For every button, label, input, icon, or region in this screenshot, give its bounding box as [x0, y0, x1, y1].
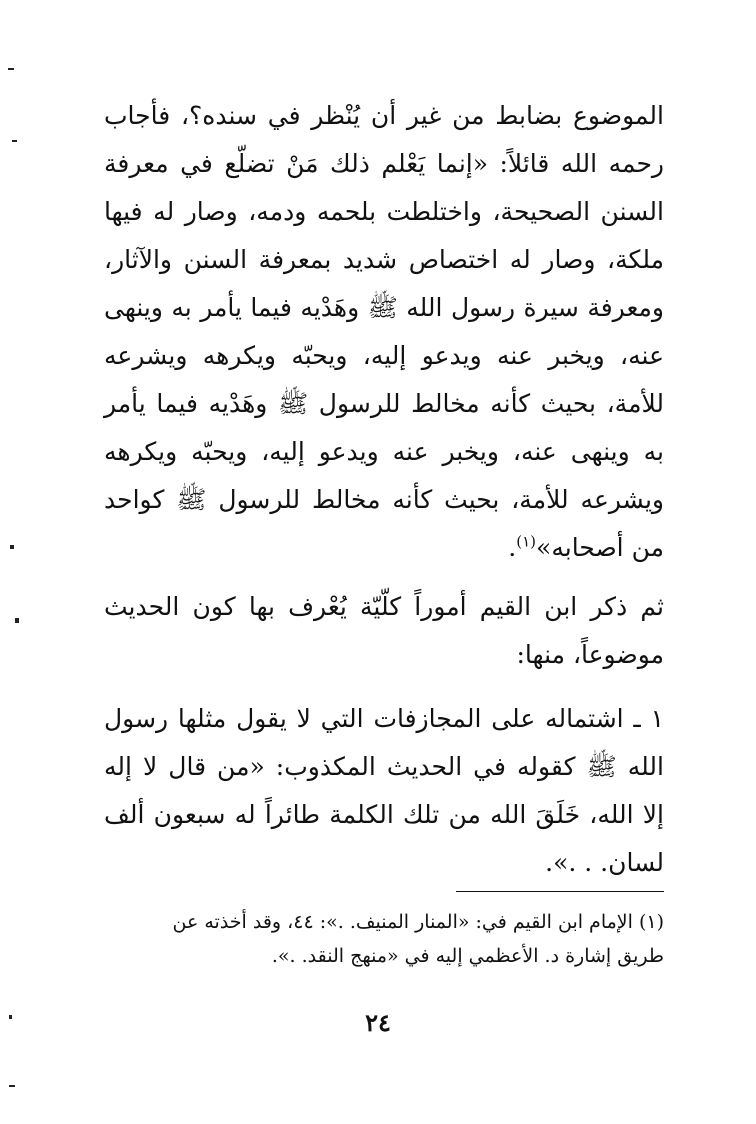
footnote	[104, 905, 664, 973]
footnote-reference: (١)	[516, 532, 537, 551]
paragraph-text: الموضوع بضابط من غير أن يُنْظر في سنده؟، فأجاب رحمه الله قائلاً: «إنما يَعْلم ذلك مَنْ تضلّع في معرفة السنن الصحيحة، واختلطت بلحمه ودمه، وصار له فيها ملكة، وصار له اختصاص شديد بمعرفة السنن والآثار، ومعرفة سيرة رسول الله ﷺ وهَدْيه فيما يأمر به وينهى عنه، ويخبر عنه ويدعو إليه، ويحبّه ويكرهه ويشرعه للأمة، بحيث كأنه مخالط للرسول ﷺ وهَدْيه فيما يأمر به وينهى عنه، ويخبر عنه ويدعو إليه، ويحبّه ويكرهه ويشرعه للأمة، بحيث كأنه مخالط للرسول ﷺ كواحد من أصحابه»	[104, 101, 664, 562]
paragraph-general-matters: ثم ذكر ابن القيم أموراً كلّيّة يُعْرف بها كون الحديث موضوعاً، منها:	[104, 592, 664, 669]
scan-mark	[10, 545, 14, 549]
scan-mark	[9, 1085, 15, 1087]
footnote-line: طريق إشارة د. الأعظمي إليه في «منهج النقد. .».	[271, 945, 664, 967]
paragraph-ibn-qayyim-answer	[104, 92, 664, 572]
footnote-line: (١) الإمام ابن القيم في: «المنار المنيف. .»: ٤٤، وقد أخذته عن	[172, 911, 664, 933]
scan-mark	[15, 618, 19, 623]
footnote-separator	[456, 891, 664, 892]
scan-mark	[12, 140, 17, 142]
paragraph-point-one: ١ ـ اشتماله على المجازفات التي لا يقول مثلها رسول الله ﷺ كقوله في الحديث المكذوب: «من قال لا إله إلا الله، خَلَقَ الله من تلك الكلمة طائراً له سبعون ألف لسان. . .».	[104, 704, 664, 877]
paragraph-end-punctuation: .	[508, 533, 517, 562]
scan-mark	[8, 68, 14, 70]
page-number: ٢٤	[365, 1008, 391, 1037]
scan-mark	[9, 1015, 12, 1019]
